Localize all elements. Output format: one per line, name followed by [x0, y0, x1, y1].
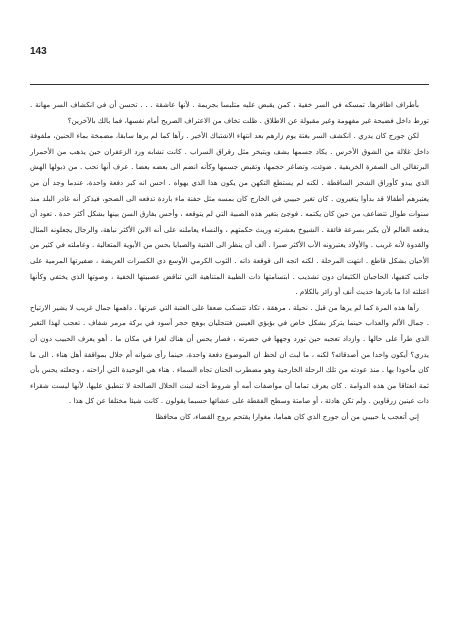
page-number: 143	[30, 46, 47, 57]
paragraph-4: إني أتعجب يا حبيبي من أن جورج الذي كان هماما، مغوارا يقتحم بروج القضاء، كان محافظا	[155, 411, 419, 421]
paragraph-2: لكن جورج كان يدري . انكشف السر بغتة يوم زارهم بعد انتهاء الاشتباك الأخير . رآها كما لم يرها سابقا، مضمخة بماء الحنين، ملفوفة داخل غلالة من الشوق الأخرس . يكاد جسمها يشف ويتبخر مثل رقراق السراب . كانت تشابه ورد الزعفران حين يذهب من الأحمرار البرتقالي الى الصفرة الخريفية . ضوئت، وتصاغر حجمها، وتقبض جسمها وكأنه انضم الى بعضه بعضا . عرف أنها تحب . من ذبولها الهش الذي يبدو كأوراق الشجر الساقطة . لكنه لم يستطع التكهن من يكون هذا الذي يهواه . احس انه كبر دفعة واحدة، عندما وجد أن من يعتبرهم أطفالا قد بدأوا يتغيرون . كان تغير حبيبي في الخارج كان بمسه مثل حفنة ماء باردة تدفعه الى الصحو، فيذكر أنه غادر البلد منذ سنوات طوال تتضاعف من حين كان يكتمه . فوجئ بتغير هذه الصبية التي لم يتوقعه ، وأحس بفارق السن بينها بشكل أكثر حدة . تعود أن يدفعه العالم لأن يكبر بسرعة فائقة . الشيوخ بعشرته وريث حكمتهم ، والنساء يعاملنه على أنه الابن الأكثر نباهة، والرجال يجعلونه المثال والقدوة لأنه غريب . والأولاد يعتبرونه الأب الأكثر صبرا . ألف أن ينظر الى الفتية والصبايا بحس من الأبوية المتعالية . وعاملته في كثير من الأحيان بشكل قاطع . انتهت المرحلة . لكنه اتجه الى قوقعة ذاته . الثوب الكرمي الأوسع ذي الكسرات العريضة ، ضفيرتها المرمية على جانب كتفيها، الحاجبان الكثيفان دون تشذيب . ابتسامتها ذات الطيبة المتناهية التي تناقض عصبيتها الخفية ، وصوتها الذي يختفي وكأنها اعتلته اذا ما بادرها حديث أنف أو زائر بالكلام .	[30, 131, 429, 297]
paragraph-3: رآها هذه المرة كما لم يرها من قبل . نحيلة ، مرهقة ، تكاد تتسكب ضعفا على العتبة التي عبرتها . داهمها جمال غريب لا يشير الارتياح . جمال الألم والعذاب حينما يتركز بشكل خاص في بؤبؤي العينين فتتجليان بوهج حجر أسود في بركة مرمر شفاف . تعجب لهذا التغير الذي طرأ على حالها . وازداد تعجبه حين تورد وجهها في حضرته ، فصار يحس أن هناك لغزا في مكان ما . أهو يعرف الحبيب دون أن يدري؟ أيكون واحدا من أصدقائه؟ لكنه ، ما لبث ان لحظ ان الموضوع دفعة واحدة، حينما رأى شوانه أم جلال بمواقفة أهل هناء . الى ما كان مأخوذا بها . منذ عودته من تلك الرحلة الخارجية وهو مضطرب الحنان تجاه السماء . هناء هي الوحيدة التي أراحته ، وجعلته يحس بأن ثمة انعتاقا من هذه الدوامة . كان يعرف تماما أن مواصفات أمه أو شروط أخته لبنت الحلال الصالحة لا تنطبق عليها، لأنها ليست شقراء ذات عينين زرقاوين . ولم تكن هادئة ، أو صامتة وسطح الفقطة على عشائها حسبما يقولون . كانت شيئا مختلفا عن كل هذا .	[30, 302, 429, 406]
paragraph-1: بأطراف اظافرها. تمسكه في السر خفية ، كمن يقبض عليه متلبسا بجريمة . لأنها عاشقة . . . تحسن أن في انكشاف السر مهانة . تورط داخل فضيحة غير مفهومة وغير مقبولة عن الاطلاق . ظلت تخاف من الاعتراف الصريح أمام نفسها، فما بالك بالآخرين؟	[30, 100, 429, 125]
body-text	[30, 97, 429, 424]
header-rule	[30, 84, 429, 85]
